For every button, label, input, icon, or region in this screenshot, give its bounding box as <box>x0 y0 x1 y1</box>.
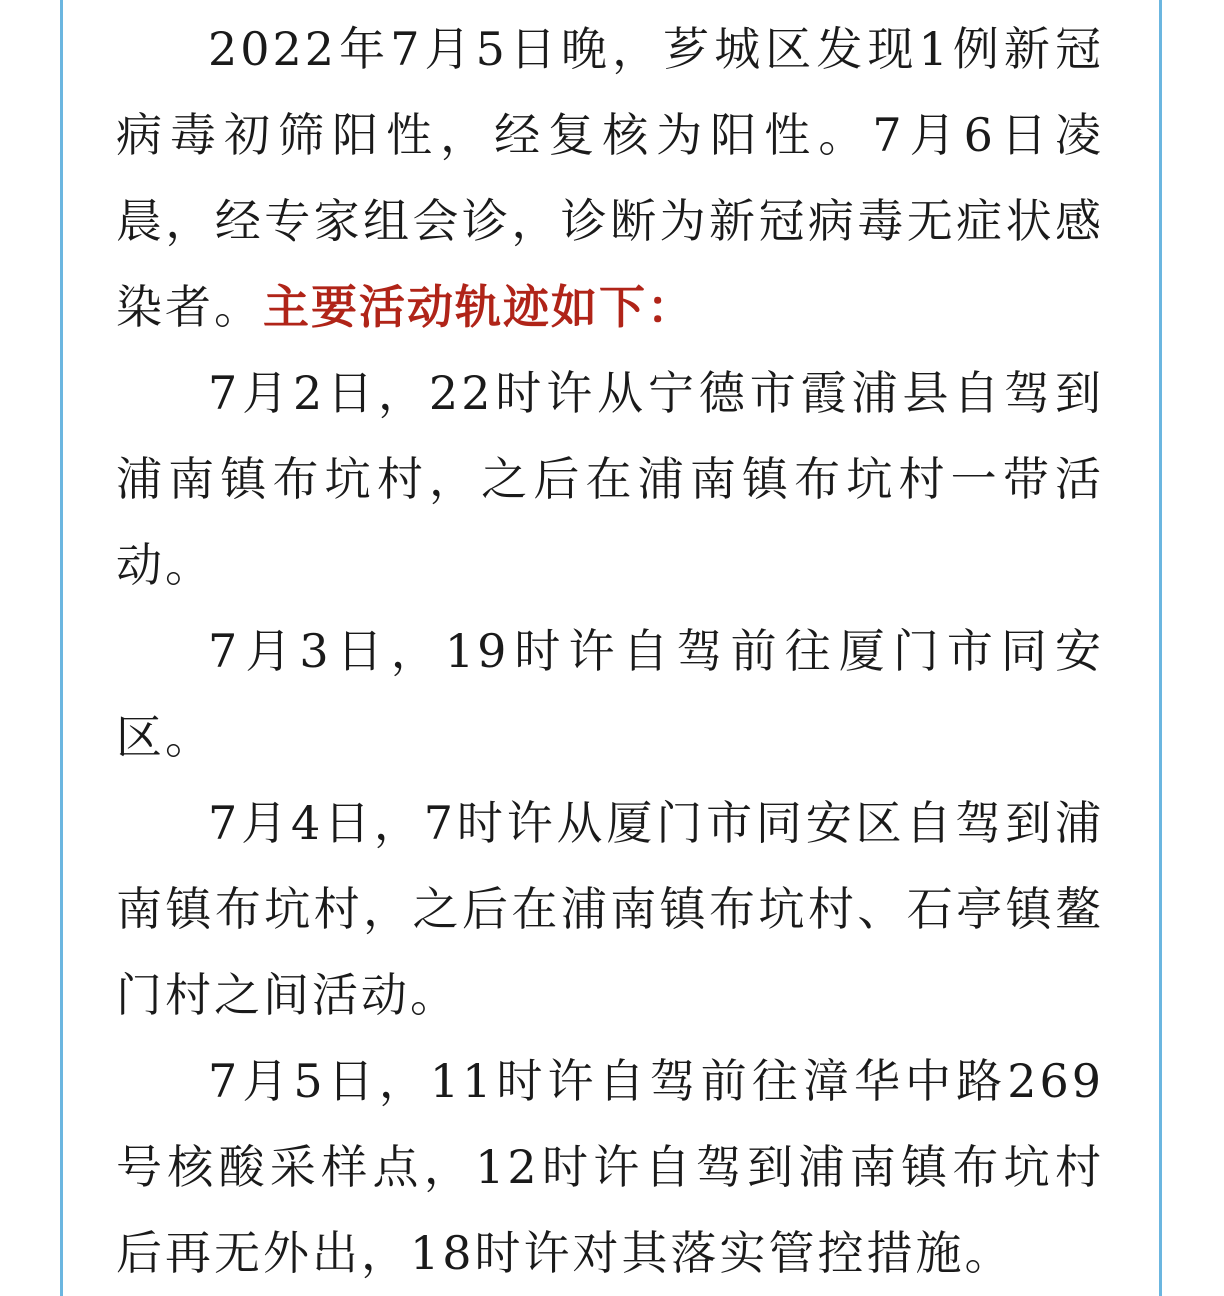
intro-paragraph <box>116 6 1104 350</box>
trajectory-paragraph-jul-5: 7月5日，11时许自驾前往漳华中路269号核酸采样点，12时许自驾到浦南镇布坑村后再无外出，18时许对其落实管控措施。 <box>116 1054 1104 1280</box>
trajectory-paragraph-jul-3: 7月3日，19时许自驾前往厦门市同安区。 <box>116 624 1104 764</box>
trajectory-paragraph-jul-2: 7月2日，22时许从宁德市霞浦县自驾到浦南镇布坑村，之后在浦南镇布坑村一带活动。 <box>116 366 1104 592</box>
activity-trajectory-heading: 主要活动轨迹如下： <box>263 280 695 334</box>
trajectory-paragraph-jul-4: 7月4日，7时许从厦门市同安区自驾到浦南镇布坑村，之后在浦南镇布坑村、石亭镇鳌门村之间活动。 <box>116 796 1104 1022</box>
intro-text: 2022年7月5日晚，芗城区发现1例新冠病毒初筛阳性，经复核为阳性。7月6日凌晨，经专家组会诊，诊断为新冠病毒无症状感染者。 <box>116 22 1104 334</box>
article-body <box>116 6 1104 1296</box>
